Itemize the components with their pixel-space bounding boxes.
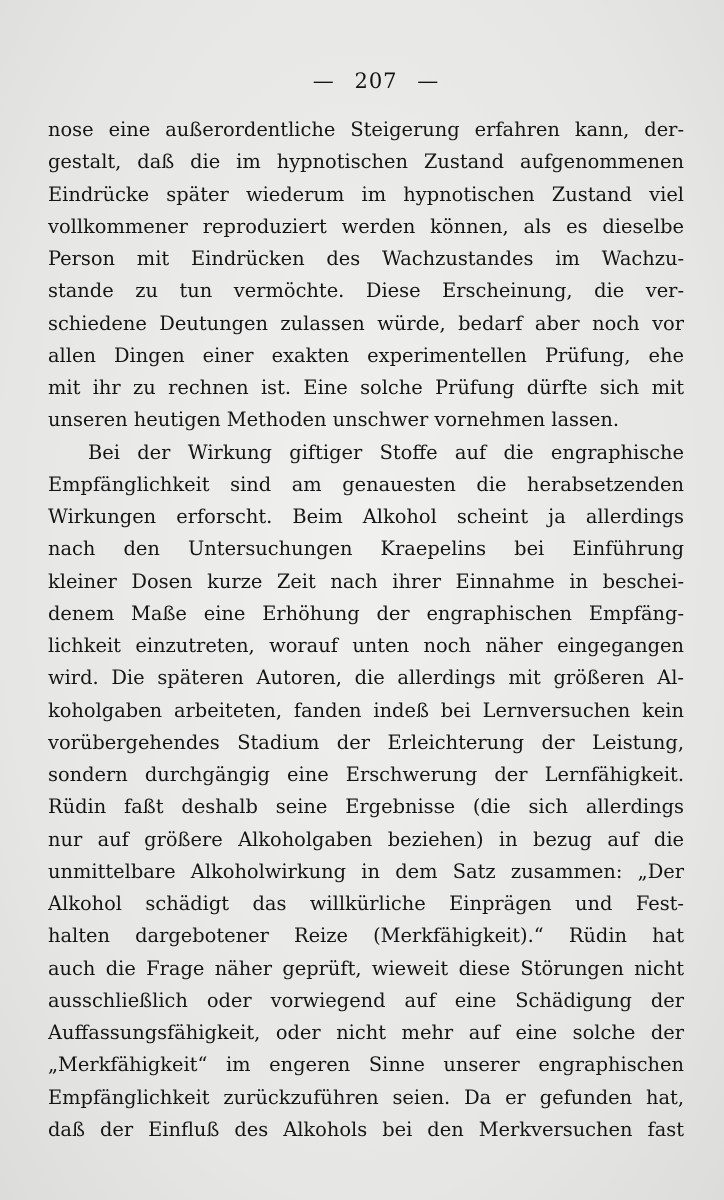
text-line: Empfänglichkeit zurückzuführen seien. Da er gefunden hat,	[48, 1085, 684, 1109]
text-line: auch die Frage näher geprüft, wieweit diese Störungen nicht	[48, 956, 684, 980]
text-line: Alkohol schädigt das willkürliche Einprägen und Fest-	[48, 892, 684, 915]
text-line: lichkeit einzutreten, worauf unten noch näher eingegangen	[48, 634, 684, 657]
text-line: unseren heutigen Methoden unschwer vornehmen lassen.	[48, 408, 620, 432]
paragraph-1	[48, 114, 684, 437]
header-dash-right: —	[417, 69, 440, 93]
body-text	[48, 114, 684, 1146]
text-line: „Merkfähigkeit“ im engeren Sinne unserer engraphischen	[48, 1053, 684, 1077]
text-line: daß der Einfluß des Alkohols bei den Merkversuchen fast	[48, 1117, 684, 1141]
text-line: Person mit Eindrücken des Wachzustandes im Wachzu-	[48, 247, 684, 270]
text-line: Auffassungsfähigkeit, oder nicht mehr auf eine solche der	[48, 1021, 684, 1044]
text-line: Empfänglichkeit sind am genauesten die herabsetzenden	[48, 472, 684, 496]
text-line: schiedene Deutungen zulassen würde, bedarf aber noch vor	[48, 311, 684, 335]
text-line: unmittelbare Alkoholwirkung in dem Satz zusammen: „Der	[48, 859, 684, 883]
text-line: halten dargebotener Reize (Merkfähigkeit).“ Rüdin hat	[48, 924, 684, 948]
text-line: wird. Die späteren Autoren, die allerdings mit größeren Al-	[48, 666, 684, 690]
text-line: vorübergehendes Stadium der Erleichterung der Leistung,	[48, 730, 684, 754]
book-page	[48, 64, 684, 1146]
text-line: kleiner Dosen kurze Zeit nach ihrer Einnahme in beschei-	[48, 569, 684, 593]
text-line: nach den Untersuchungen Kraepelins bei Einführung	[48, 537, 684, 561]
text-line: gestalt, daß die im hypnotischen Zustand aufgenommenen	[48, 150, 684, 174]
text-line: Rüdin faßt deshalb seine Ergebnisse (die sich allerdings	[48, 795, 684, 819]
text-line: Wirkungen erforscht. Beim Alkohol scheint ja allerdings	[48, 505, 684, 528]
paragraph-2	[48, 437, 684, 1147]
page-number: 207	[354, 69, 398, 93]
text-line: mit ihr zu rechnen ist. Eine solche Prüfung dürfte sich mit	[48, 376, 684, 399]
text-line: nur auf größere Alkoholgaben beziehen) in bezug auf die	[48, 827, 684, 851]
page-number-header	[68, 64, 684, 98]
text-line: allen Dingen einer exakten experimentellen Prüfung, ehe	[48, 343, 684, 367]
text-line: denem Maße eine Erhöhung der engraphischen Empfäng-	[48, 601, 684, 625]
text-line: nose eine außerordentliche Steigerung erfahren kann, der-	[48, 118, 684, 141]
header-dash-left: —	[312, 69, 335, 93]
text-line: sondern durchgängig eine Erschwerung der Lernfähigkeit.	[48, 763, 684, 786]
text-line: Eindrücke später wiederum im hypnotischen Zustand viel	[48, 182, 684, 206]
text-line: stande zu tun vermöchte. Diese Erscheinung, die ver-	[48, 279, 684, 303]
text-line: ausschließlich oder vorwiegend auf eine Schädigung der	[48, 988, 684, 1012]
text-line: Bei der Wirkung giftiger Stoffe auf die engraphische	[88, 440, 684, 464]
text-line: vollkommener reproduziert werden können, als es dieselbe	[48, 214, 684, 238]
text-line: koholgaben arbeiteten, fanden indeß bei Lernversuchen kein	[48, 698, 684, 722]
